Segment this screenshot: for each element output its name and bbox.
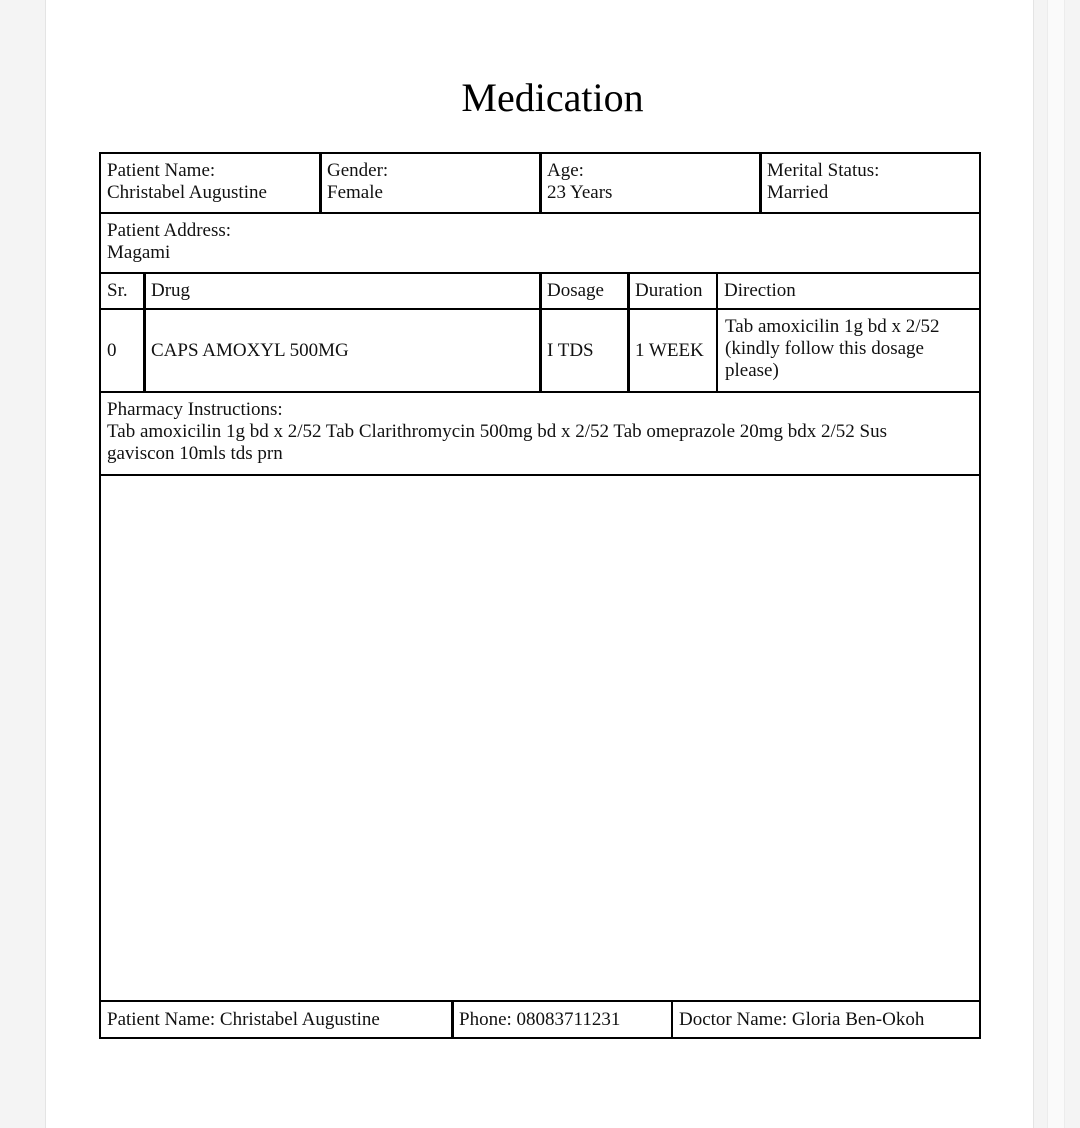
marital-status-label: Merital Status:	[767, 160, 880, 181]
footer-patient-name: Patient Name: Christabel Augustine	[99, 1000, 454, 1039]
table-row-direction	[716, 308, 981, 393]
footer-doctor-name: Doctor Name: Gloria Ben-Okoh	[671, 1000, 981, 1039]
scrollbar-track[interactable]	[1047, 0, 1065, 1128]
pharmacy-instructions-line-2: gaviscon 10mls tds prn	[107, 443, 283, 464]
pharmacy-instructions-label: Pharmacy Instructions:	[107, 399, 283, 420]
patient-name-cell	[99, 152, 322, 214]
age-value: 23 Years	[547, 182, 613, 203]
pharmacy-instructions-cell	[99, 391, 981, 476]
patient-address-value: Magami	[107, 242, 171, 263]
notes-area	[99, 474, 981, 1002]
table-row-sr: 0	[99, 308, 146, 393]
table-row-drug: CAPS AMOXYL 500MG	[143, 308, 542, 393]
table-header-duration: Duration	[627, 272, 718, 310]
direction-line-1: Tab amoxicilin 1g bd x 2/52	[725, 316, 940, 337]
age-cell	[539, 152, 762, 214]
patient-name-label: Patient Name:	[107, 160, 216, 181]
table-row-duration: 1 WEEK	[627, 308, 718, 393]
marital-status-value: Married	[767, 182, 829, 203]
table-header-direction: Direction	[716, 272, 981, 310]
direction-line-3: please)	[725, 360, 779, 381]
table-header-sr: Sr.	[99, 272, 146, 310]
gender-value: Female	[327, 182, 383, 203]
patient-address-cell	[99, 212, 981, 274]
patient-address-label: Patient Address:	[107, 220, 232, 241]
table-header-dosage: Dosage	[539, 272, 630, 310]
marital-status-cell	[759, 152, 981, 214]
age-label: Age:	[547, 160, 584, 181]
direction-line-2: (kindly follow this dosage	[725, 338, 924, 359]
table-header-drug: Drug	[143, 272, 542, 310]
patient-name-value: Christabel Augustine	[107, 182, 267, 203]
pharmacy-instructions-line-1: Tab amoxicilin 1g bd x 2/52 Tab Clarithromycin 500mg bd x 2/52 Tab omeprazole 20mg bdx 2/52 Sus	[107, 421, 888, 442]
gender-label: Gender:	[327, 160, 389, 181]
footer-phone: Phone: 08083711231	[451, 1000, 673, 1039]
gender-cell	[319, 152, 542, 214]
table-row-dosage: I TDS	[539, 308, 630, 393]
page-title: Medication	[461, 75, 644, 120]
